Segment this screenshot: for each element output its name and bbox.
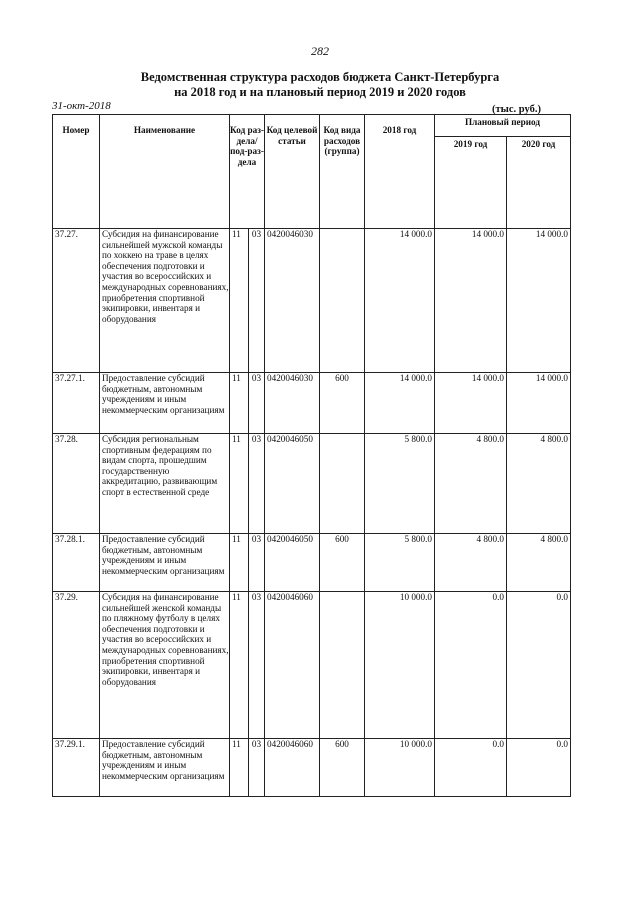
row-expense-type [320,592,365,739]
row-number: 37.27. [53,229,100,373]
header-number: Номер [53,115,100,229]
row-2020: 4 800.0 [507,434,571,534]
table-row [53,373,571,434]
row-2018: 5 800.0 [365,434,435,534]
row-2019: 14 000.0 [435,229,507,373]
row-number: 37.28. [53,434,100,534]
row-subsection: 03 [249,373,265,434]
header-2020: 2020 год [507,137,571,229]
page-number: 282 [311,44,329,58]
row-target: 0420046050 [265,534,320,592]
row-expense-type: 600 [320,739,365,797]
row-expense-type: 600 [320,534,365,592]
row-number: 37.28.1. [53,534,100,592]
row-section: 11 [230,592,249,739]
header-2018: 2018 год [365,115,435,229]
row-number: 37.29.1. [53,739,100,797]
row-section: 11 [230,373,249,434]
row-target: 0420046030 [265,373,320,434]
header-section: Код раз-дела/ под-раз-дела [230,115,265,229]
row-subsection: 03 [249,534,265,592]
table-body [53,229,571,797]
table-row [53,739,571,797]
row-target: 0420046030 [265,229,320,373]
row-subsection: 03 [249,592,265,739]
table-row [53,534,571,592]
row-2020: 0.0 [507,592,571,739]
row-2020: 14 000.0 [507,373,571,434]
row-subsection: 03 [249,229,265,373]
row-target: 0420046050 [265,434,320,534]
row-name: Предоставление субсидий бюджетным, автономным учреждениям и иным некоммерческим организациям [100,739,230,797]
row-subsection: 03 [249,434,265,534]
row-expense-type: 600 [320,373,365,434]
title-line-2: на 2018 год и на плановый период 2019 и 2020 годов [174,85,466,99]
row-2019: 0.0 [435,739,507,797]
row-number: 37.29. [53,592,100,739]
row-2018: 10 000.0 [365,739,435,797]
row-name: Субсидия на финансирование сильнейшей мужской команды по хоккею на траве в целях обеспечения подготовки и участия во всероссийских и международных соревнованиях, приобретения спортивной экипировки, инвентаря и оборудования [100,229,230,373]
row-2019: 4 800.0 [435,534,507,592]
row-number: 37.27.1. [53,373,100,434]
row-2018: 10 000.0 [365,592,435,739]
table-row [53,229,571,373]
header-expense-type: Код вида расходов (группа) [320,115,365,229]
table-row [53,592,571,739]
row-name: Субсидия на финансирование сильнейшей женской команды по пляжному футболу в целях обеспечения подготовки и участия во всероссийских и международных соревнованиях, приобретения спортивной экипировки, инвентаря и оборудования [100,592,230,739]
row-section: 11 [230,229,249,373]
row-name: Предоставление субсидий бюджетным, автономным учреждениям и иным некоммерческим организациям [100,373,230,434]
row-2019: 14 000.0 [435,373,507,434]
row-2020: 0.0 [507,739,571,797]
row-name: Предоставление субсидий бюджетным, автономным учреждениям и иным некоммерческим организациям [100,534,230,592]
row-2019: 4 800.0 [435,434,507,534]
header-planned-period: Плановый период [435,115,571,137]
row-section: 11 [230,739,249,797]
report-date: 31-окт-2018 [52,100,111,112]
row-name: Субсидия региональным спортивным федерациям по видам спорта, прошедшим государственную аккредитацию, развивающим спорт в естественной среде [100,434,230,534]
title-line-1: Ведомственная структура расходов бюджета Санкт-Петербурга [140,70,500,84]
row-2020: 4 800.0 [507,534,571,592]
table-row [53,434,571,534]
row-target: 0420046060 [265,739,320,797]
row-2018: 14 000.0 [365,373,435,434]
row-expense-type [320,434,365,534]
row-section: 11 [230,534,249,592]
header-target: Код целевой статьи [265,115,320,229]
header-name: Наименование [100,115,230,229]
row-2018: 5 800.0 [365,534,435,592]
row-2018: 14 000.0 [365,229,435,373]
row-2020: 14 000.0 [507,229,571,373]
row-2019: 0.0 [435,592,507,739]
row-section: 11 [230,434,249,534]
row-target: 0420046060 [265,592,320,739]
document-title [60,70,580,100]
budget-table [52,114,571,797]
row-subsection: 03 [249,739,265,797]
units-label: (тыс. руб.) [492,104,541,115]
header-2019: 2019 год [435,137,507,229]
row-expense-type [320,229,365,373]
